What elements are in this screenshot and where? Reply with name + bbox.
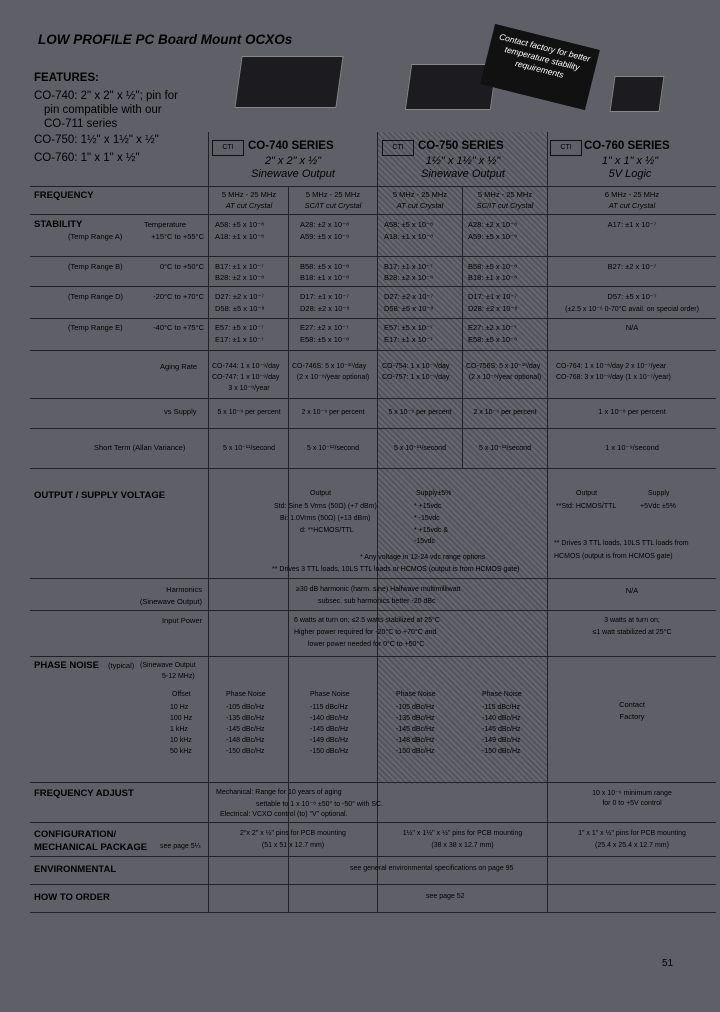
- stability-cell: D28: ±2 x 10⁻⁸: [468, 304, 518, 313]
- frequency-adjust-cell: Electrical: VCXO control (to) "V" optional.: [220, 811, 348, 818]
- freq-cell: 5 MHz - 25 MHz: [305, 190, 361, 199]
- aging-cell: CO-768: 3 x 10⁻⁹/day (1 x 10⁻⁷/year): [556, 374, 671, 381]
- phase-noise-cell: -105 dBc/Hz: [396, 704, 435, 711]
- frequency-adjust-cell: 10 x 10⁻⁶ minimum range: [592, 790, 672, 797]
- input-power-cell: lower power needed for 0°C to +50°C: [308, 641, 425, 648]
- stability-cell: D28: ±2 x 10⁻⁸: [300, 304, 350, 313]
- output-header: Output: [576, 490, 598, 497]
- output-option: d: **HCMOS/TTL: [300, 527, 354, 534]
- co760-series-title: CO-760 SERIES: [584, 140, 670, 152]
- phase-noise-cell: -145 dBc/Hz: [396, 726, 435, 733]
- phase-noise-cell: 10 Hz: [170, 704, 189, 711]
- harmonics-label: (Sinewave Output): [139, 597, 202, 606]
- stability-cell: B28: ±2 x 10⁻⁸: [215, 273, 265, 282]
- input-power-cell: 6 watts at turn on; ≤2.5 watts stabilized at 25°C: [294, 617, 440, 624]
- freq-cell: AT cut Crystal: [608, 201, 656, 210]
- input-power-cell: Higher power required for -20°C to +70°C and: [294, 629, 437, 636]
- stability-cell: E58: ±5 x 10⁻⁸: [300, 335, 350, 344]
- phase-noise-cell: -150 dBc/Hz: [310, 748, 349, 755]
- stability-label: STABILITY: [34, 219, 83, 230]
- temp-range-value: +15°C to +55°C: [151, 232, 204, 241]
- co740-output: Sinewave Output: [251, 168, 335, 180]
- temp-range-label: (Temp Range B): [68, 262, 123, 271]
- phase-noise-cell: -148 dBc/Hz: [226, 737, 265, 744]
- aging-cell: (2 x 10⁻⁸/year optional): [296, 374, 370, 381]
- co760-size: 1" x 1" x ½": [601, 155, 659, 167]
- freq-cell: SC/IT cut Crystal: [476, 201, 534, 210]
- freq-cell: 6 MHz - 25 MHz: [604, 190, 660, 199]
- freq-cell: AT cut Crystal: [396, 201, 444, 210]
- frequency-label: FREQUENCY: [34, 190, 94, 201]
- phase-noise-cell: -105 dBc/Hz: [226, 704, 265, 711]
- ct-logo-icon: CTI: [212, 140, 244, 156]
- phase-noise-cell: -145 dBc/Hz: [226, 726, 265, 733]
- stability-cell: E58: ±5 x 10⁻⁸: [468, 335, 518, 344]
- phase-noise-cell: -145 dBc/Hz: [310, 726, 349, 733]
- temperature-label: Temperature: [144, 220, 187, 229]
- aging-cell: CO-754: 1 x 10⁻⁹/day: [382, 363, 450, 370]
- short-term-cell: 5 x 10⁻¹¹/second: [394, 445, 446, 452]
- phase-noise-header: Phase Noise: [396, 691, 436, 698]
- freq-cell: 5 MHz - 25 MHz: [392, 190, 448, 199]
- co760-supply: +5Vdc ±5%: [640, 503, 676, 510]
- phase-noise-cell: -150 dBc/Hz: [396, 748, 435, 755]
- stability-cell: B28: ±2 x 10⁻⁸: [384, 273, 434, 282]
- stability-cell: A59: ±5 x 10⁻⁹: [468, 232, 518, 241]
- aging-cell: CO-756S: 5 x 10⁻¹⁰/day: [466, 363, 541, 370]
- phase-noise-cell: 50 kHz: [170, 748, 192, 755]
- stability-cell: B58: ±5 x 10⁻⁸: [468, 262, 518, 271]
- stability-cell: E17: ±1 x 10⁻⁷: [384, 335, 433, 344]
- configuration-cell: (51 x 51 x 12.7 mm): [261, 842, 325, 849]
- stability-cell: E57: ±5 x 10⁻⁷: [384, 323, 433, 332]
- phase-noise-cell: 100 Hz: [170, 715, 193, 722]
- stability-cell: A18: ±1 x 10⁻⁸: [215, 232, 265, 241]
- temp-range-label: (Temp Range A): [68, 232, 123, 241]
- phase-noise-header: Phase Noise: [226, 691, 266, 698]
- supply-option: * +15vdc &: [414, 527, 449, 534]
- vs-supply-cell: 5 x 10⁻⁹ per percent: [388, 409, 452, 416]
- phase-noise-note: 5-12 MHz): [162, 673, 195, 680]
- phase-noise-header: Phase Noise: [482, 691, 522, 698]
- vs-supply-label: vs Supply: [164, 407, 197, 416]
- harmonics-label: Harmonics: [166, 585, 202, 594]
- supply-option: * +15vdc: [414, 503, 442, 510]
- co750-size: 1½" x 1½" x ½": [425, 155, 501, 167]
- stability-cell: A58: ±5 x 10⁻⁸: [384, 220, 434, 229]
- stability-cell: E27: ±2 x 10⁻⁷: [468, 323, 517, 332]
- stability-cell: B17: ±1 x 10⁻⁷: [384, 262, 433, 271]
- harmonics-cell: ≥30 dB harmonic (harm. sine) Halfwave multimilliwatt: [296, 586, 461, 593]
- how-to-order-label: HOW TO ORDER: [34, 892, 110, 903]
- aging-rate-label: Aging Rate: [160, 362, 198, 371]
- phase-noise-cell: -135 dBc/Hz: [396, 715, 435, 722]
- vs-supply-cell: 5 x 10⁻⁹ per percent: [217, 409, 281, 416]
- short-term-cell: 5 x 10⁻¹¹/second: [223, 445, 275, 452]
- temp-range-label: (Temp Range D): [68, 292, 124, 301]
- temp-range-value: 0°C to +50°C: [159, 262, 204, 271]
- temp-range-label: (Temp Range E): [68, 323, 123, 332]
- stability-cell: E57: ±5 x 10⁻⁷: [215, 323, 264, 332]
- feature-item: CO-711 series: [44, 118, 118, 130]
- ct-logo-icon: CTI: [382, 140, 414, 156]
- phase-noise-cell: -140 dBc/Hz: [482, 715, 521, 722]
- phase-noise-cell: Contact: [619, 700, 645, 709]
- feature-item: pin compatible with our: [44, 104, 162, 116]
- stability-cell: D17: ±1 x 10⁻⁷: [300, 292, 350, 301]
- freq-cell: AT cut Crystal: [225, 201, 273, 210]
- supply-header: Supply±5%: [416, 490, 452, 497]
- input-power-cell: 3 watts at turn on;: [604, 617, 660, 624]
- stability-cell: D17: ±1 x 10⁻⁷: [468, 292, 518, 301]
- aging-cell: CO-747: 1 x 10⁻⁹/day: [212, 374, 280, 381]
- stability-cell: B27: ±2 x 10⁻⁷: [607, 262, 657, 271]
- temp-range-value: -40°C to +75°C: [153, 323, 204, 332]
- freq-cell: 5 MHz - 25 MHz: [477, 190, 533, 199]
- stability-cell: A18: ±1 x 10⁻⁸: [384, 232, 434, 241]
- aging-cell: 3 x 10⁻⁸/year: [228, 385, 270, 392]
- environmental-cell: see general environmental specifications on page 95: [350, 865, 514, 872]
- phase-noise-cell: -140 dBc/Hz: [310, 715, 349, 722]
- stability-cell: A28: ±2 x 10⁻⁸: [468, 220, 518, 229]
- freq-cell: SC/IT cut Crystal: [304, 201, 362, 210]
- supply-header: Supply: [648, 490, 670, 497]
- output-header: Output: [310, 490, 332, 497]
- page-number: 51: [662, 958, 674, 969]
- phase-noise-typical: (typical): [108, 661, 135, 670]
- stability-cell: B17: ±1 x 10⁻⁷: [215, 262, 264, 271]
- offset-header: Offset: [172, 691, 191, 698]
- phase-noise-cell: -149 dBc/Hz: [482, 737, 521, 744]
- harmonics-cell: subsec. sub harmonics better -20 dBc: [318, 598, 436, 605]
- stability-cell: B18: ±1 x 10⁻⁸: [300, 273, 350, 282]
- stability-cell: D27: ±2 x 10⁻⁷: [215, 292, 265, 301]
- stability-cell: A59: ±5 x 10⁻⁹: [300, 232, 350, 241]
- configuration-cell: 2"x 2" x ½" pins for PCB mounting: [240, 830, 346, 837]
- phase-noise-header: Phase Noise: [310, 691, 350, 698]
- phase-noise-cell: 10 kHz: [170, 737, 192, 744]
- phase-noise-cell: -148 dBc/Hz: [396, 737, 435, 744]
- temp-range-value: -20°C to +70°C: [153, 292, 204, 301]
- vs-supply-cell: 1 x 10⁻⁸ per percent: [598, 407, 666, 416]
- how-to-order-cell: see page 52: [426, 893, 465, 900]
- stability-cell: E17: ±1 x 10⁻⁷: [215, 335, 264, 344]
- aging-cell: CO-746S: 5 x 10⁻¹⁰/day: [292, 363, 367, 370]
- phase-noise-cell: -135 dBc/Hz: [226, 715, 265, 722]
- stability-cell: (±2.5 x 10⁻⁶ 0-70°C avail. on special order): [565, 306, 699, 313]
- harmonics-cell: N/A: [625, 586, 639, 595]
- feature-item: CO-750: 1½" x 1½" x ½": [34, 134, 159, 146]
- frequency-adjust-cell: settable to 1 x 10⁻⁸ ±50° to -50° with SC.: [256, 801, 383, 808]
- co740-series-title: CO-740 SERIES: [248, 140, 334, 152]
- configuration-see-page: see page 5¼: [160, 843, 201, 850]
- input-power-label: Input Power: [161, 616, 202, 625]
- output-option: Bi: 1.0Vrms (50Ω) (+13 dBm): [280, 515, 371, 522]
- stability-cell: B18: ±1 x 10⁻⁸: [468, 273, 518, 282]
- phase-noise-cell: -145 dBc/Hz: [482, 726, 521, 733]
- co760-output-note: ** Drives 3 TTL loads, 10LS TTL loads from: [554, 540, 689, 547]
- phase-noise-note: (Sinewave Output: [140, 662, 196, 669]
- freq-cell: 5 MHz - 25 MHz: [221, 190, 277, 199]
- aging-cell: (2 x 10⁻⁸/year optional): [468, 374, 542, 381]
- feature-item: CO-740: 2" x 2" x ½"; pin for: [34, 90, 178, 102]
- phase-noise-cell: -150 dBc/Hz: [226, 748, 265, 755]
- co760-output-note: HCMOS (output is from HCMOS gate): [554, 553, 673, 560]
- configuration-cell: (25.4 x 25.4 x 12.7 mm): [595, 842, 669, 849]
- input-power-cell: ≤1 watt stabilized at 25°C: [592, 629, 672, 636]
- aging-cell: CO-744: 1 x 10⁻⁹/day: [212, 363, 280, 370]
- configuration-label: CONFIGURATION/: [34, 829, 117, 840]
- configuration-cell: 1½" x 1½" x ½" pins for PCB mounting: [402, 830, 523, 837]
- configuration-cell: 1" x 1" x ½" pins for PCB mounting: [578, 830, 686, 837]
- co740-product-photo: [234, 56, 343, 108]
- supply-option: * -15vdc: [414, 515, 440, 522]
- feature-item: CO-760: 1" x 1" x ½": [34, 152, 140, 164]
- output-option: Std: Sine 5 Vrms (50Ω) (+7 dBm): [274, 503, 377, 510]
- stability-cell: D57: ±5 x 10⁻⁷: [607, 292, 657, 301]
- co750-output: Sinewave Output: [421, 168, 505, 180]
- configuration-cell: (38 x 38 x 12.7 mm): [431, 842, 494, 849]
- stability-cell: A17: ±1 x 10⁻⁷: [607, 220, 657, 229]
- short-term-cell: 5 x 10⁻¹²/second: [479, 445, 531, 452]
- stability-cell: D58: ±5 x 10⁻⁸: [215, 304, 265, 313]
- phase-noise-cell: -115 dBc/Hz: [310, 704, 348, 711]
- frequency-adjust-label: FREQUENCY ADJUST: [34, 788, 134, 799]
- stability-cell: A28: ±2 x 10⁻⁸: [300, 220, 350, 229]
- phase-noise-cell: Factory: [619, 712, 645, 721]
- frequency-adjust-cell: Mechanical: Range for 10 years of aging: [216, 789, 342, 796]
- phase-noise-cell: -149 dBc/Hz: [310, 737, 349, 744]
- phase-noise-cell: -115 dBc/Hz: [482, 704, 520, 711]
- co740-size: 2" x 2" x ½": [264, 155, 322, 167]
- aging-cell: CO-764: 1 x 10⁻⁸/day 2 x 10⁻⁷/year: [556, 363, 667, 370]
- output-note: * Any voltage in 12-24 vdc range options: [360, 554, 486, 561]
- stability-cell: D58: ±5 x 10⁻⁸: [384, 304, 434, 313]
- ct-logo-icon: CTI: [550, 140, 582, 156]
- co750-series-title: CO-750 SERIES: [418, 140, 504, 152]
- stability-cell: N/A: [625, 323, 639, 332]
- aging-cell: CO-757: 1 x 10⁻⁹/day: [382, 374, 450, 381]
- stability-cell: A58: ±5 x 10⁻⁸: [215, 220, 265, 229]
- co760-output: **Std: HCMOS/TTL: [556, 503, 617, 510]
- stability-cell: D27: ±2 x 10⁻⁷: [384, 292, 434, 301]
- vs-supply-cell: 2 x 10⁻⁹ per percent: [473, 409, 537, 416]
- phase-noise-cell: 1 kHz: [170, 726, 188, 733]
- page-title: LOW PROFILE PC Board Mount OCXOs: [38, 32, 293, 47]
- co760-output: 5V Logic: [608, 168, 652, 180]
- configuration-label: MECHANICAL PACKAGE: [34, 842, 148, 853]
- output-note: ** Drives 3 TTL loads, 10LS TTL loads or HCMOS (output is from HCMOS gate): [272, 566, 520, 573]
- vs-supply-cell: 2 x 10⁻⁹ per percent: [301, 409, 365, 416]
- phase-noise-cell: -150 dBc/Hz: [482, 748, 521, 755]
- stability-cell: E27: ±2 x 10⁻⁷: [300, 323, 349, 332]
- output-supply-label: OUTPUT / SUPPLY VOLTAGE: [34, 490, 166, 501]
- features-heading: FEATURES:: [34, 72, 99, 84]
- contact-factory-callout: Contact factory for better temperature stability requirements: [480, 24, 600, 110]
- short-term-label: Short Term (Allan Variance): [94, 443, 186, 452]
- short-term-cell: 5 x 10⁻¹²/second: [307, 445, 359, 452]
- environmental-label: ENVIRONMENTAL: [34, 864, 117, 875]
- short-term-cell: 1 x 10⁻⁹/second: [605, 443, 659, 452]
- supply-option: -15vdc: [414, 538, 436, 545]
- stability-cell: B58: ±5 x 10⁻⁸: [300, 262, 350, 271]
- co760-product-photo: [609, 76, 664, 112]
- phase-noise-label: PHASE NOISE: [34, 660, 99, 671]
- frequency-adjust-cell: for 0 to +5V control: [602, 800, 662, 807]
